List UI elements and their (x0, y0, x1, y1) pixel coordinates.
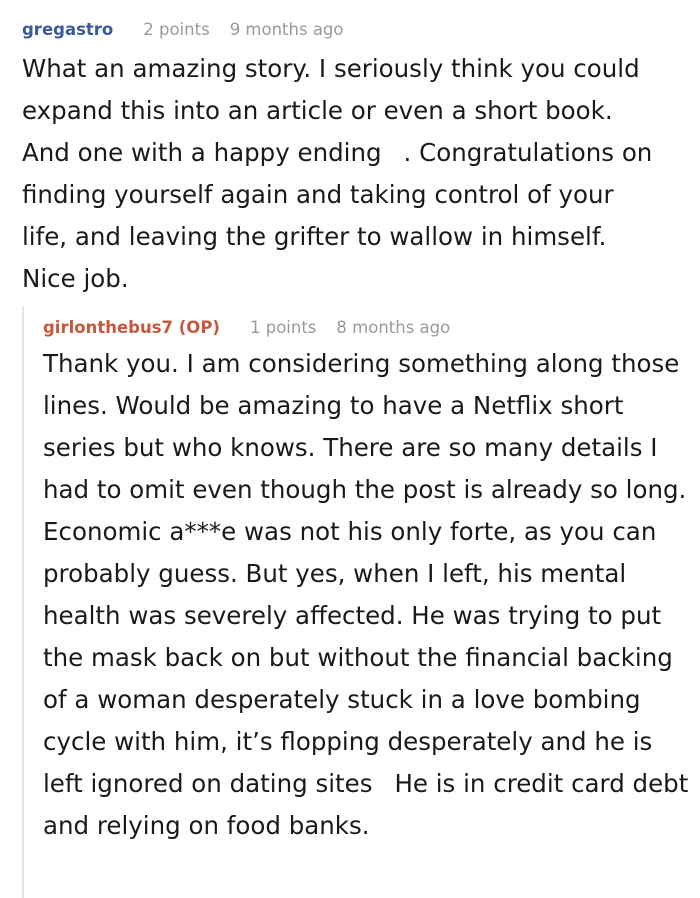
comment-author[interactable]: gregastro (22, 20, 114, 39)
comment-text-part-1: What an amazing story. I seriously think you could expand this into an article or even a short book. And one with a happy ending (22, 54, 640, 167)
reply-author[interactable]: girlonthebus7 (OP) (43, 318, 220, 337)
comment (22, 18, 662, 300)
reply-time: 8 months ago (336, 318, 451, 337)
reply-thread-line (22, 306, 24, 898)
comment-meta (22, 18, 662, 42)
comment-text-part-2: . Congratulations on finding yourself again and taking control of your life, and leaving the grifter to wallow in himself. Nice job. (22, 138, 653, 293)
comment-time: 9 months ago (229, 20, 344, 39)
reply-text-part-2: He is in credit card debt and relying on food banks. (43, 769, 689, 840)
comment-body (22, 48, 662, 300)
comment-points: 2 points (143, 20, 210, 39)
reply-text-part-1: Thank you. I am considering something along those lines. Would be amazing to have a Netflix short series but who knows. There are so many details I had to omit even though the post is already so long. Economic a***e was not his only forte, as you can probably guess. But yes, when I left, his mental health was severely affected. He was trying to put the mask back on but without the financial backing of a woman desperately stuck in a love bombing cycle with him, it’s flopping desperately and he is left ignored on dating sites (43, 349, 687, 798)
reply-comment (43, 316, 693, 847)
reply-thread (22, 306, 700, 898)
reply-meta (43, 316, 693, 340)
reply-points: 1 points (249, 318, 317, 337)
reply-body (43, 343, 693, 847)
